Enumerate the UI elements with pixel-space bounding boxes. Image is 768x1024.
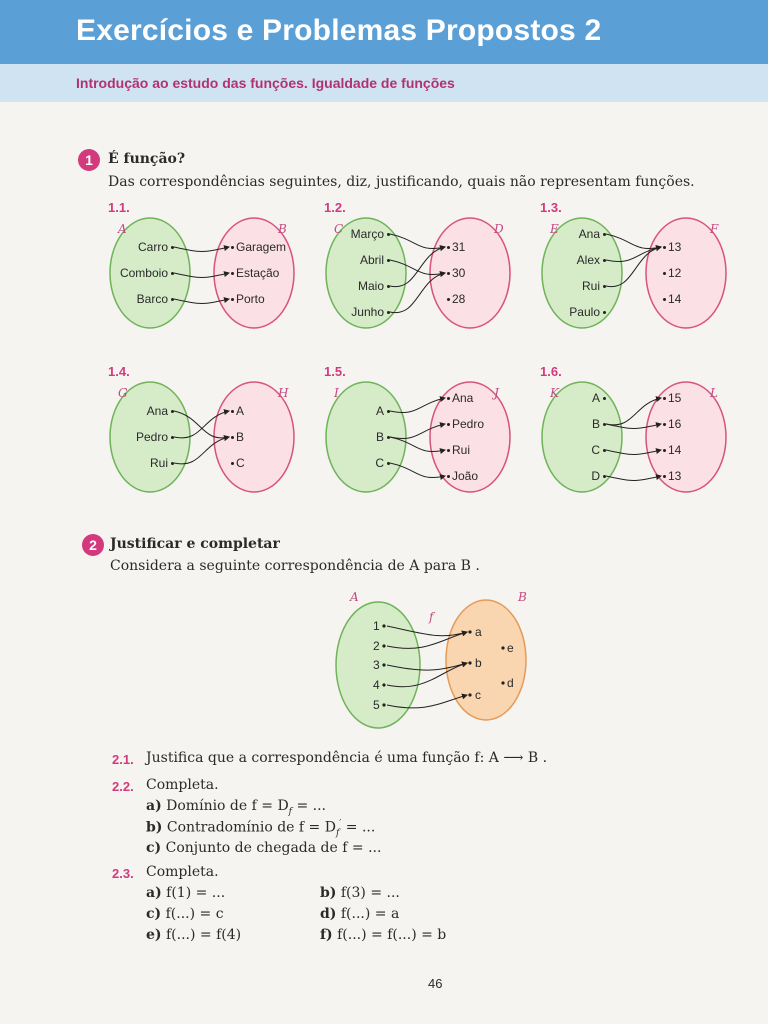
right-element: 13	[668, 469, 682, 483]
diagram-1-1	[108, 202, 300, 322]
item-2-3-d	[320, 906, 399, 922]
element-dot	[382, 703, 385, 706]
element-dot	[663, 397, 666, 400]
item-2-3-b-text: f(3) = ...	[340, 885, 400, 901]
element-dot	[382, 663, 385, 666]
item-2-2-label: 2.2.	[112, 779, 134, 794]
left-element: Ana	[578, 227, 600, 241]
set-a-element-3: 3	[373, 658, 380, 672]
diagram-label: 1.6.	[540, 364, 562, 379]
left-element: Alex	[576, 253, 600, 267]
element-dot	[603, 397, 606, 400]
set-b-element-b: b	[475, 656, 482, 670]
element-dot	[447, 423, 450, 426]
right-element: 28	[452, 292, 466, 306]
diagram-1-5	[324, 366, 516, 486]
item-2-2-b-text: Contradomínio de f = D	[166, 819, 336, 836]
item-2-2-text: Completa.	[146, 777, 219, 793]
diagram-label: 1.5.	[324, 364, 346, 379]
question-2-number: 2	[82, 534, 104, 556]
left-element: C	[591, 443, 600, 457]
item-2-2-a	[146, 798, 326, 817]
item-2-3-d-text: f(...) = a	[340, 906, 400, 922]
item-2-3-e-label: e)	[146, 927, 162, 943]
set-a-element-5: 5	[373, 698, 380, 712]
diagram-svg	[540, 366, 732, 486]
element-dot	[382, 683, 385, 686]
element-dot	[387, 410, 390, 413]
element-dot	[387, 285, 390, 288]
element-dot	[447, 246, 450, 249]
left-element: Março	[350, 227, 384, 241]
right-element: 14	[668, 443, 682, 457]
item-2-2-b-sup: ′	[339, 819, 342, 829]
left-element: Carro	[137, 240, 168, 254]
item-2-2-a-sub: f	[288, 806, 293, 817]
element-dot	[663, 272, 666, 275]
set-b-name: B	[518, 590, 527, 604]
right-element: C	[236, 456, 245, 470]
element-dot	[231, 436, 234, 439]
element-dot	[171, 272, 174, 275]
element-dot	[663, 298, 666, 301]
right-element: João	[452, 469, 479, 483]
right-set-name: F	[710, 222, 719, 236]
element-dot	[603, 233, 606, 236]
left-element: Barco	[136, 292, 168, 306]
element-dot	[663, 423, 666, 426]
item-2-2-a-end: = ...	[292, 798, 326, 814]
element-dot	[231, 246, 234, 249]
set-b-element-e: e	[507, 641, 514, 655]
right-element: Garagem	[236, 240, 287, 254]
page-subtitle: Introdução ao estudo das funções. Igualdade de funções	[76, 75, 455, 91]
item-2-3-d-label: d)	[320, 906, 337, 922]
diagram-label: 1.4.	[108, 364, 130, 379]
item-2-3-text: Completa.	[146, 864, 219, 880]
right-element: Estação	[236, 266, 280, 280]
right-element: 13	[668, 240, 682, 254]
right-element: 14	[668, 292, 682, 306]
right-element: Rui	[452, 443, 471, 457]
left-set-name: K	[550, 386, 559, 400]
question-1-statement: Das correspondências seguintes, diz, justificando, quais não representam funções.	[108, 174, 695, 190]
element-dot	[171, 246, 174, 249]
left-element: B	[591, 417, 600, 431]
right-element: 31	[452, 240, 466, 254]
element-dot	[663, 246, 666, 249]
item-2-2-a-label: a)	[146, 798, 162, 814]
element-dot	[603, 311, 606, 314]
item-2-3-b	[320, 885, 400, 901]
item-2-3-f-text: f(...) = f(...) = b	[337, 927, 447, 943]
item-2-3-f	[320, 927, 446, 943]
element-dot	[447, 397, 450, 400]
element-dot	[387, 462, 390, 465]
diagram-1-2	[324, 202, 516, 322]
element-dot	[387, 233, 390, 236]
element-dot	[387, 311, 390, 314]
question-1-number: 1	[78, 149, 100, 171]
set-b-element-a: a	[475, 625, 482, 639]
left-element: Junho	[351, 305, 384, 319]
element-dot	[603, 449, 606, 452]
right-element: 16	[668, 417, 682, 431]
item-2-2-a-text: Domínio de f = D	[166, 798, 289, 814]
right-element: A	[236, 404, 245, 418]
diagram-1-6	[540, 366, 732, 486]
item-2-3-a-label: a)	[146, 885, 162, 901]
diagram-label: 1.3.	[540, 200, 562, 215]
right-set-name: L	[710, 386, 718, 400]
item-2-1-label: 2.1.	[112, 752, 134, 767]
item-2-2-b	[146, 819, 375, 838]
element-dot	[663, 449, 666, 452]
item-2-2-b-sub: f	[335, 828, 340, 839]
element-dot	[447, 449, 450, 452]
diagram-1-4	[108, 366, 300, 486]
right-element: Pedro	[452, 417, 485, 431]
left-element: A	[591, 391, 600, 405]
diagram-label: 1.2.	[324, 200, 346, 215]
element-dot	[387, 436, 390, 439]
left-element: Abril	[359, 253, 384, 267]
item-2-3-c-text: f(...) = c	[165, 906, 224, 922]
element-dot	[603, 285, 606, 288]
item-2-3-b-label: b)	[320, 885, 337, 901]
element-dot	[447, 298, 450, 301]
element-dot	[501, 646, 504, 649]
item-2-3-a	[146, 885, 225, 901]
element-dot	[447, 475, 450, 478]
set-a-name: A	[350, 590, 359, 604]
right-element: Ana	[452, 391, 474, 405]
left-set-name: I	[334, 386, 339, 400]
page-number: 46	[428, 976, 443, 991]
item-2-2-c-label: c)	[146, 840, 162, 856]
left-element: Paulo	[569, 305, 600, 319]
element-dot	[468, 630, 471, 633]
element-dot	[663, 475, 666, 478]
left-element: C	[375, 456, 384, 470]
item-2-2-b-label: b)	[146, 819, 163, 836]
right-element: 30	[452, 266, 466, 280]
question-1-title: É função?	[108, 151, 186, 167]
diagram-svg	[324, 366, 516, 486]
element-dot	[603, 423, 606, 426]
element-dot	[603, 475, 606, 478]
set-b-element-c: c	[475, 688, 481, 702]
element-dot	[501, 681, 504, 684]
diagram-svg	[108, 366, 300, 486]
item-2-3-c	[146, 906, 224, 922]
element-dot	[231, 462, 234, 465]
element-dot	[231, 410, 234, 413]
mapping-arrow	[606, 476, 661, 481]
item-2-3-a-text: f(1) = ...	[166, 885, 226, 901]
element-dot	[171, 410, 174, 413]
left-element: Maio	[357, 279, 384, 293]
page-title: Exercícios e Problemas Propostos 2	[76, 14, 602, 47]
item-2-3-e-text: f(...) = f(4)	[165, 927, 242, 943]
right-set-name: D	[494, 222, 504, 236]
element-dot	[603, 259, 606, 262]
diagram-svg	[540, 202, 732, 322]
element-dot	[447, 272, 450, 275]
element-dot	[382, 624, 385, 627]
element-dot	[171, 298, 174, 301]
element-dot	[468, 661, 471, 664]
left-element: Ana	[146, 404, 168, 418]
item-2-3-c-label: c)	[146, 906, 162, 922]
item-2-2-b-end: = ...	[341, 819, 376, 836]
diagram-label: 1.1.	[108, 200, 130, 215]
item-2-3-label: 2.3.	[112, 866, 134, 881]
set-a-element-1: 1	[373, 619, 380, 633]
left-set-name: G	[118, 386, 128, 400]
left-element: Pedro	[135, 430, 168, 444]
left-element: D	[591, 469, 600, 483]
right-element: 15	[668, 391, 682, 405]
right-element: B	[236, 430, 245, 444]
left-set-name: A	[118, 222, 127, 236]
function-diagram	[330, 588, 550, 733]
function-name: f	[429, 610, 434, 624]
left-set-name: E	[550, 222, 559, 236]
set-b-ellipse	[446, 600, 526, 720]
left-element: Rui	[581, 279, 600, 293]
item-2-3-f-label: f)	[320, 927, 333, 943]
right-element: 12	[668, 266, 682, 280]
left-set-name: C	[334, 222, 344, 236]
item-2-1-text: Justifica que a correspondência é uma função f: A ⟶ B .	[146, 750, 548, 766]
right-set-name: B	[278, 222, 287, 236]
element-dot	[171, 436, 174, 439]
right-set-name: J	[494, 386, 499, 400]
element-dot	[387, 259, 390, 262]
left-element: A	[375, 404, 384, 418]
question-2-statement: Considera a seguinte correspondência de A para B .	[110, 558, 480, 574]
item-2-2-c	[146, 840, 381, 856]
question-2-title: Justificar e completar	[110, 536, 280, 552]
item-2-3-e	[146, 927, 241, 943]
set-a-element-2: 2	[373, 639, 380, 653]
element-dot	[231, 298, 234, 301]
left-element: Comboio	[119, 266, 168, 280]
element-dot	[171, 462, 174, 465]
diagram-1-3	[540, 202, 732, 322]
item-2-2-c-text: Conjunto de chegada de f = ...	[165, 840, 382, 856]
left-element: B	[375, 430, 384, 444]
set-b-element-d: d	[507, 676, 514, 690]
right-element: Porto	[236, 292, 265, 306]
element-dot	[468, 693, 471, 696]
element-dot	[382, 644, 385, 647]
element-dot	[231, 272, 234, 275]
right-set-name: H	[278, 386, 289, 400]
left-element: Rui	[149, 456, 168, 470]
set-a-element-4: 4	[373, 678, 380, 692]
diagram-svg	[324, 202, 516, 322]
